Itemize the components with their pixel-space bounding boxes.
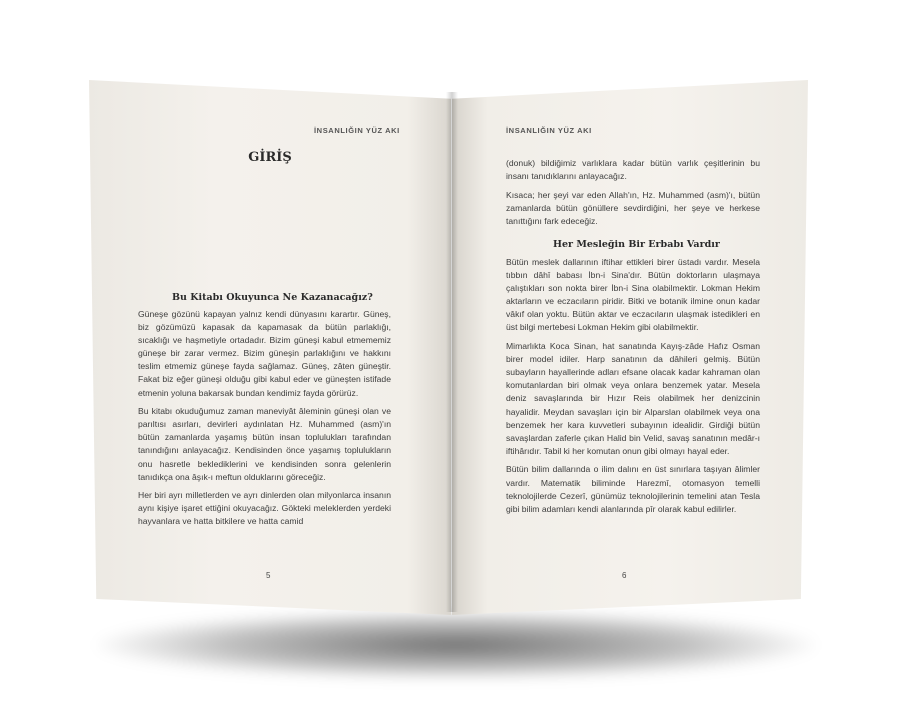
right-paragraph-5: Bütün bilim dallarında o ilim dalını en üst sınırlara taşıyan âlimler vardır. Matematik biliminde Harezmî, otomasyon temelli teknolojilerde Cezerî, günümüz teknolojilerinin temelini atan Tesla gibi bilim adamları kendi alanlarında pîr olarak kabul edilirler.: [506, 464, 760, 514]
right-body-text-top: [506, 157, 760, 233]
left-page-number: 5: [266, 571, 271, 580]
right-running-head: İNSANLIĞIN YÜZ AKI: [506, 126, 592, 135]
chapter-title: GİRİŞ: [248, 150, 292, 165]
left-section-heading: Bu Kitabı Okuyunca Ne Kazanacağız?: [172, 292, 373, 303]
right-paragraph-1: (donuk) bildiğimiz varlıklara kadar bütün varlık çeşitlerinin bu insanı tanıdıklarını anlayacağız.: [506, 158, 760, 182]
left-body-text: [138, 308, 391, 534]
right-paragraph-4: Mimarlıkta Koca Sinan, hat sanatında Kayış-zâde Hafız Osman birer model idiler. Harp sanatının da dâhileri gelmiş. Bütün subayların hayallerinde adları efsane olacak kadar kahraman olan komutanlardan biri olmak veya onlara benzemek yatar. Mesela deniz savaşlarında bir Hızır Reis olabilmek her denizcinin hayalidir. Meydan savaşları için bir Alparslan olabilmek veya ona benzemek her kara kuvvetleri subayının idealidir. Girdiği bütün savaşlardan zaferle çıkan Halid bin Velid, savaş sanatının medâr-ı iftihârıdır. Tabil ki her komutan onun gibi olmayı hayal eder.: [506, 341, 760, 456]
left-paragraph-1: Güneşe gözünü kapayan yalnız kendi dünyasını karartır. Güneş, biz gözümüzü kapasak da kapamasak da bütün parlaklığı, sıcaklığı ve haşmetiyle ortadadır. Bizim güneşi kabul etmememiz güneşe bir zarar vermez. Bizim güneşin parlaklığını ve hakkını teslim etmemiz güneşe fayda sağlamaz. Güneş, zâten güneştir. Fakat biz eğer güneşi olduğu gibi kabul eder ve güneşten istifade etmenin yoluna bakarsak bundan kendimiz fayda görürüz.: [138, 309, 391, 398]
right-section-heading: Her Mesleğin Bir Erbabı Vardır: [553, 239, 720, 250]
right-body-text-bottom: [506, 256, 760, 521]
right-page-number: 6: [622, 571, 627, 580]
book-shadow: [96, 610, 816, 680]
left-paragraph-2: Bu kitabı okuduğumuz zaman maneviyât âleminin güneşi olan ve parıltısı asırları, devirleri aydınlatan Hz. Muhammed (asm)'ın bütün zamanlarda yaşamış bütün insan toplulukları tarafından tanındığını anlayacağız. Kendisinden önce yaşamış toplulukların onu hasretle beklediklerini ve kendisinden sonra gelenlerin tanıdıkça ona âşık-ı meftun olduklarını göreceğiz.: [138, 406, 391, 482]
right-paragraph-3: Bütün meslek dallarının iftihar ettikleri birer üstadı vardır. Mesela tıbbın dâhî babası İbn-i Sina'dır. Bütün doktorların ulaşmaya çalıştıkları son nokta birer İbn-i Sina olabilmektir. Lokman Hekim aktarların ve eczacıların piridir. Bitki ve botanik ilmine onun kadar vâkıf olan yoktu. Bütün aktar ve eczacıların ulaşmak istedikleri en üst bilgi mertebesi Lokman Hekim gibi olabilmektir.: [506, 257, 760, 333]
left-running-head: İNSANLIĞIN YÜZ AKI: [314, 126, 400, 135]
right-paragraph-2: Kısaca; her şeyi var eden Allah'ın, Hz. Muhammed (asm)'ı, bütün zamanlarda bütün gönüllere sevdirdiğini, her şeye ve herkese tanıttığını fark edeceğiz.: [506, 189, 760, 226]
left-paragraph-3: Her biri ayrı milletlerden ve ayrı dinlerden olan milyonlarca insanın aynı kişiye işaret ettiğini okuyacağız. Gökteki meleklerden yerdeki hayvanlara ve hatta bitkilere ve hatta camid: [138, 490, 391, 527]
book-spine: [446, 92, 458, 612]
